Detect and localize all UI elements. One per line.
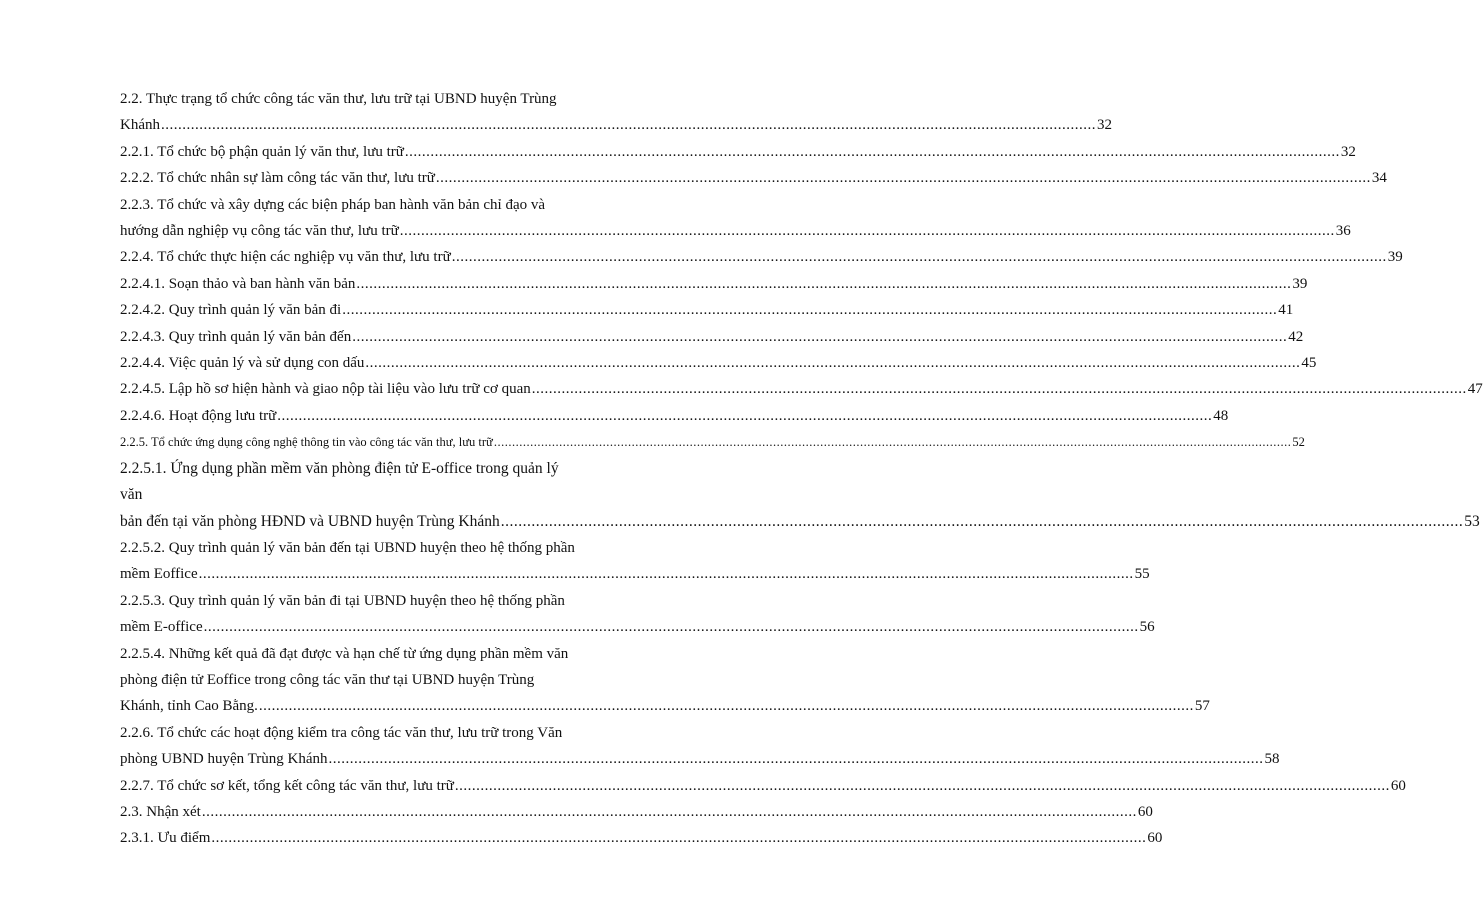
toc-entry-title: 2.2.4.6. Hoạt động lưu trữ [120,407,277,424]
toc-entry-last-line [120,799,1153,825]
toc-entry-last-line [120,509,1480,535]
toc-page-number: 60 [1390,777,1406,794]
toc-entry-text-line: 2.2.5.2. Quy trình quản lý văn bản đến tại UBND huyện theo hệ thống phần [120,539,575,556]
toc-entry-title: 2.2.7. Tổ chức sơ kết, tổng kết công tác văn thư, lưu trữ [120,777,454,794]
toc-entry-text-line: 2.2.5.3. Quy trình quản lý văn bản đi tại UBND huyện theo hệ thống phần [120,592,565,609]
table-of-contents [120,86,1483,852]
toc-entry-title: 2.3.1. Ưu điểm [120,830,211,847]
toc-entry-last-line [120,244,1403,270]
toc-entry-title: hướng dẫn nghiệp vụ công tác văn thư, lưu trữ [120,223,399,240]
toc-page-number: 32 [1097,117,1112,134]
toc-entry[interactable] [120,535,1150,588]
toc-entry[interactable] [120,799,1153,825]
toc-page-number: 39 [1292,275,1308,292]
toc-entry-title: 2.2.4.1. Soạn thảo và ban hành văn bản [120,275,356,292]
dot-leader: ............................................................................................................................................................................................................................ [451,249,1387,266]
toc-entry-text-line: 2.2.5.1. Ứng dụng phần mềm văn phòng điện tử E-office trong quản lý văn [120,459,559,504]
dot-leader: ............................................................................................................................................................................................................................ [352,328,1288,345]
toc-entry[interactable] [120,324,1304,350]
dot-leader: ............................................................................................................................................................................................................................ [500,512,1464,530]
toc-entry-text-line: 2.2. Thực trạng tổ chức công tác văn thư, lưu trữ tại UBND huyện Trùng [120,91,557,107]
toc-entry[interactable] [120,86,1112,139]
toc-page-number: 47 [1467,381,1483,398]
toc-entry-last-line [120,350,1317,376]
toc-entry-last-line [120,403,1229,429]
toc-entry-last-line [120,112,1112,138]
dot-leader: ............................................................................................................................................................................................................................ [365,355,1301,372]
toc-entry-last-line [120,773,1406,799]
toc-entry[interactable] [120,139,1356,165]
toc-entry-title: Khánh, tỉnh Cao Bằng. [120,698,258,715]
toc-page-number: 60 [1147,830,1163,847]
toc-entry-title: 2.3. Nhận xét [120,803,201,820]
dot-leader: ............................................................................................................................................................................................................................ [356,275,1292,292]
toc-page-number: 53 [1464,512,1480,530]
toc-entry-title: 2.2.4.4. Việc quản lý và sử dụng con dấu [120,355,365,372]
dot-leader: ............................................................................................................................................................................................................................ [258,698,1194,715]
toc-entry-text-line: 2.2.6. Tổ chức các hoạt động kiểm tra công tác văn thư, lưu trữ trong Văn [120,724,563,741]
dot-leader: ............................................................................................................................................................................................................................ [201,803,1137,820]
toc-entry-title: 2.2.4.2. Quy trình quản lý văn bản đi [120,302,342,319]
toc-entry-last-line [120,218,1351,244]
toc-entry-last-line [120,271,1308,297]
toc-entry-title: bản đến tại văn phòng HĐND và UBND huyện Trùng Khánh [120,512,500,530]
dot-leader: ............................................................................................................................................................................................................................ [454,777,1390,794]
toc-entry-last-line [120,561,1150,587]
toc-entry[interactable] [120,165,1387,191]
toc-page-number: 41 [1278,302,1294,319]
toc-page-number: 45 [1301,355,1317,372]
dot-leader: ............................................................................................................................................................................................................................ [277,407,1213,424]
toc-entry-last-line [120,746,1280,772]
toc-page-number: 32 [1340,143,1356,160]
toc-entry-title: mềm Eoffice [120,566,198,583]
toc-entry[interactable] [120,588,1155,641]
toc-entry-title: 2.2.4. Tổ chức thực hiện các nghiệp vụ văn thư, lưu trữ [120,249,451,266]
dot-leader: ............................................................................................................................................................................................................................ [203,619,1139,636]
toc-entry[interactable] [120,773,1406,799]
toc-entry[interactable] [120,641,1210,720]
toc-entry[interactable] [120,825,1163,851]
toc-entry[interactable] [120,456,1480,535]
toc-page-number: 34 [1371,170,1387,187]
toc-entry-title: 2.2.5. Tổ chức ứng dụng công nghệ thông tin vào công tác văn thư, lưu trữ [120,435,493,450]
dot-leader: ............................................................................................................................................................................................................................ [399,223,1335,240]
toc-page-number: 42 [1288,328,1304,345]
toc-entry-title: 2.2.4.3. Quy trình quản lý văn bản đến [120,328,352,345]
toc-entry[interactable] [120,192,1351,245]
toc-entry-title: phòng UBND huyện Trùng Khánh [120,751,328,768]
toc-entry-last-line [120,693,1210,719]
toc-page-number: 58 [1264,751,1280,768]
toc-entry-title: Khánh [120,117,160,134]
dot-leader: ............................................................................................................................................................................................................................ [198,566,1134,583]
toc-entry-last-line [120,165,1387,191]
toc-entry-last-line [120,614,1155,640]
toc-entry[interactable] [120,271,1308,297]
toc-page-number: 55 [1134,566,1150,583]
toc-entry[interactable] [120,403,1229,429]
toc-entry-last-line [120,429,1305,455]
toc-page-number: 39 [1387,249,1403,266]
dot-leader: ............................................................................................................................................................................................................................ [211,830,1147,847]
toc-entry[interactable] [120,297,1294,323]
toc-entry-last-line [120,376,1483,402]
toc-entry-last-line [120,139,1356,165]
toc-entry-last-line [120,825,1163,851]
dot-leader: ............................................................................................................................................................................................................................ [328,751,1264,768]
toc-entry[interactable] [120,376,1483,402]
toc-entry-text-line: phòng điện tử Eoffice trong công tác văn thư tại UBND huyện Trùng [120,671,535,688]
dot-leader: ............................................................................................................................................................................................................................ [404,143,1340,160]
dot-leader: ............................................................................................................................................................................................................................ [493,435,1292,450]
toc-page-number: 56 [1139,619,1155,636]
toc-entry[interactable] [120,350,1317,376]
toc-page-number: 48 [1213,407,1229,424]
toc-page-number: 36 [1335,223,1351,240]
toc-entry-text-line: 2.2.3. Tổ chức và xây dựng các biện pháp ban hành văn bản chỉ đạo và [120,196,546,213]
toc-entry-text-line: 2.2.5.4. Những kết quả đã đạt được và hạn chế từ ứng dụng phần mềm văn [120,645,569,662]
toc-entry-title: 2.2.1. Tổ chức bộ phận quản lý văn thư, lưu trữ [120,143,404,160]
dot-leader: ............................................................................................................................................................................................................................ [531,381,1467,398]
dot-leader: ............................................................................................................................................................................................................................ [342,302,1278,319]
toc-entry-last-line [120,297,1294,323]
toc-page-number: 60 [1137,803,1153,820]
toc-entry-last-line [120,324,1304,350]
dot-leader: ............................................................................................................................................................................................................................ [435,170,1371,187]
toc-entry-title: 2.2.2. Tổ chức nhân sự làm công tác văn thư, lưu trữ [120,170,435,187]
toc-entry[interactable] [120,720,1280,773]
toc-entry-title: mềm E-office [120,619,203,636]
toc-page-number: 52 [1292,435,1305,450]
toc-entry-title: 2.2.4.5. Lập hồ sơ hiện hành và giao nộp tài liệu vào lưu trữ cơ quan [120,381,531,398]
toc-page-number: 57 [1194,698,1210,715]
dot-leader: ............................................................................................................................................................................................................................ [161,117,1096,134]
toc-entry[interactable] [120,244,1403,270]
toc-entry[interactable] [120,429,1305,455]
